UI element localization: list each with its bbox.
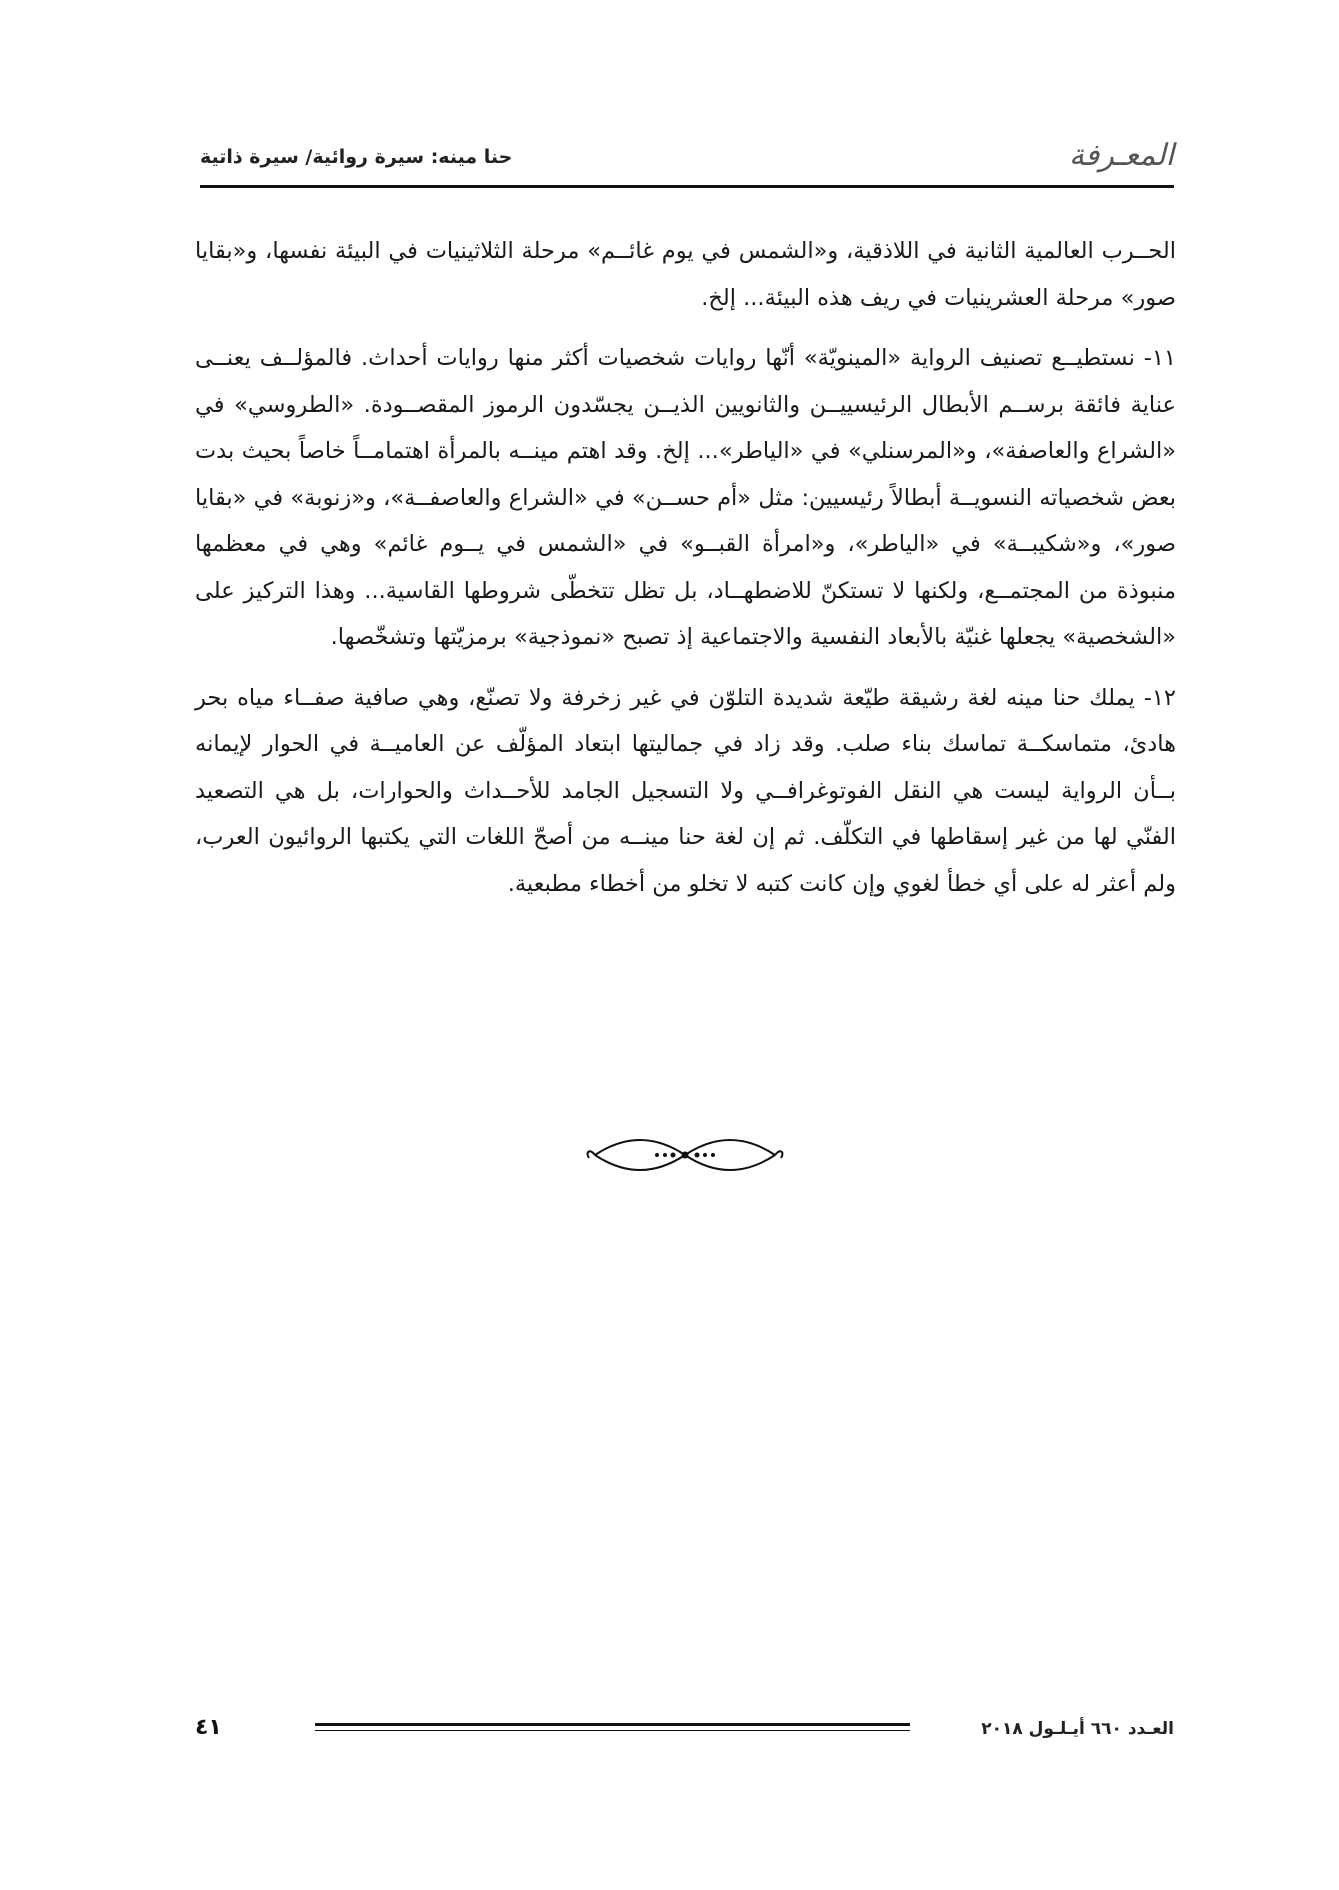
paragraph-12: ١٢- يملك حنا مينه لغة رشيقة طيّعة شديدة التلوّن في غير زخرفة ولا تصنّع، وهي صافية صفــاء مياه بحر هادئ، متماسكــة تماسك بناء صلب. وقد زاد في جماليتها ابتعاد المؤلّف عن العاميــة في الحوار لإيمانه بــأن الرواية ليست هي النقل الفوتوغرافــي ولا التسجيل الجامد للأحــداث والحوارات، بل هي التصعيد الفنّي لها من غير إسقاطها في التكلّف. ثم إن لغة حنا مينــه من أصحّ اللغات التي يكتبها الروائيون العرب، ولم أعثر له على أي خطأ لغوي وإن كانت كتبه لا تخلو من أخطاء مطبعية. xyxy=(195,684,1176,897)
magazine-logo: المعـرفة xyxy=(1068,138,1174,173)
header-divider xyxy=(200,185,1174,188)
paragraph-11: ١١- نستطيــع تصنيف الرواية «المينويّة» أنّها روايات شخصيات أكثر منها روايات أحداث. فالمؤلــف يعنــى عناية فائقة برســم الأبطال الرئيسييــن والثانويين الذيــن يجسّدون الرموز المقصــودة. «الطروسي» في «الشراع والعاصفة»، و«المرسنلي» في «الياطر»... إلخ. وقد اهتم مينــه بالمرأة اهتمامــاً خاصاً بحيث بدت بعض شخصياته النسويــة أبطالاً رئيسيين: مثل «أم حســن» في «الشراع والعاصفــة»، و«زنوبة» في «بقايا صور»، و«شكيبــة» في «الياطر»، و«امرأة القبــو» في «الشمس في يــوم غائم» وهي في معظمها منبوذة من المجتمــع، ولكنها لا تستكنّ للاضطهــاد، بل تظل تتخطّى شروطها القاسية... وهذا التركيز على «الشخصية» يجعلها غنيّة بالأبعاد النفسية والاجتماعية إذ تصبح «نموذجية» برمزيّتها وتشخّصها. xyxy=(195,345,1176,650)
footer-divider xyxy=(315,1723,910,1731)
paragraph-1: الحــرب العالمية الثانية في اللاذقية، و«الشمس في يوم غائــم» مرحلة الثلاثينيات في البيئة نفسها، و«بقايا صور» مرحلة العشرينيات في ريف هذه البيئة... إلخ. xyxy=(195,238,1176,311)
page-header xyxy=(200,128,1174,188)
page-number: ٤١ xyxy=(195,1715,222,1740)
page-footer xyxy=(195,1715,1174,1755)
decorative-divider-ornament xyxy=(585,1130,785,1180)
article-body xyxy=(195,228,1176,921)
running-title: حنا مينه: سيرة روائية/ سيرة ذاتية xyxy=(200,146,513,168)
issue-label: العـدد ٦٦٠ أيـلـول ٢٠١٨ xyxy=(981,1719,1174,1739)
